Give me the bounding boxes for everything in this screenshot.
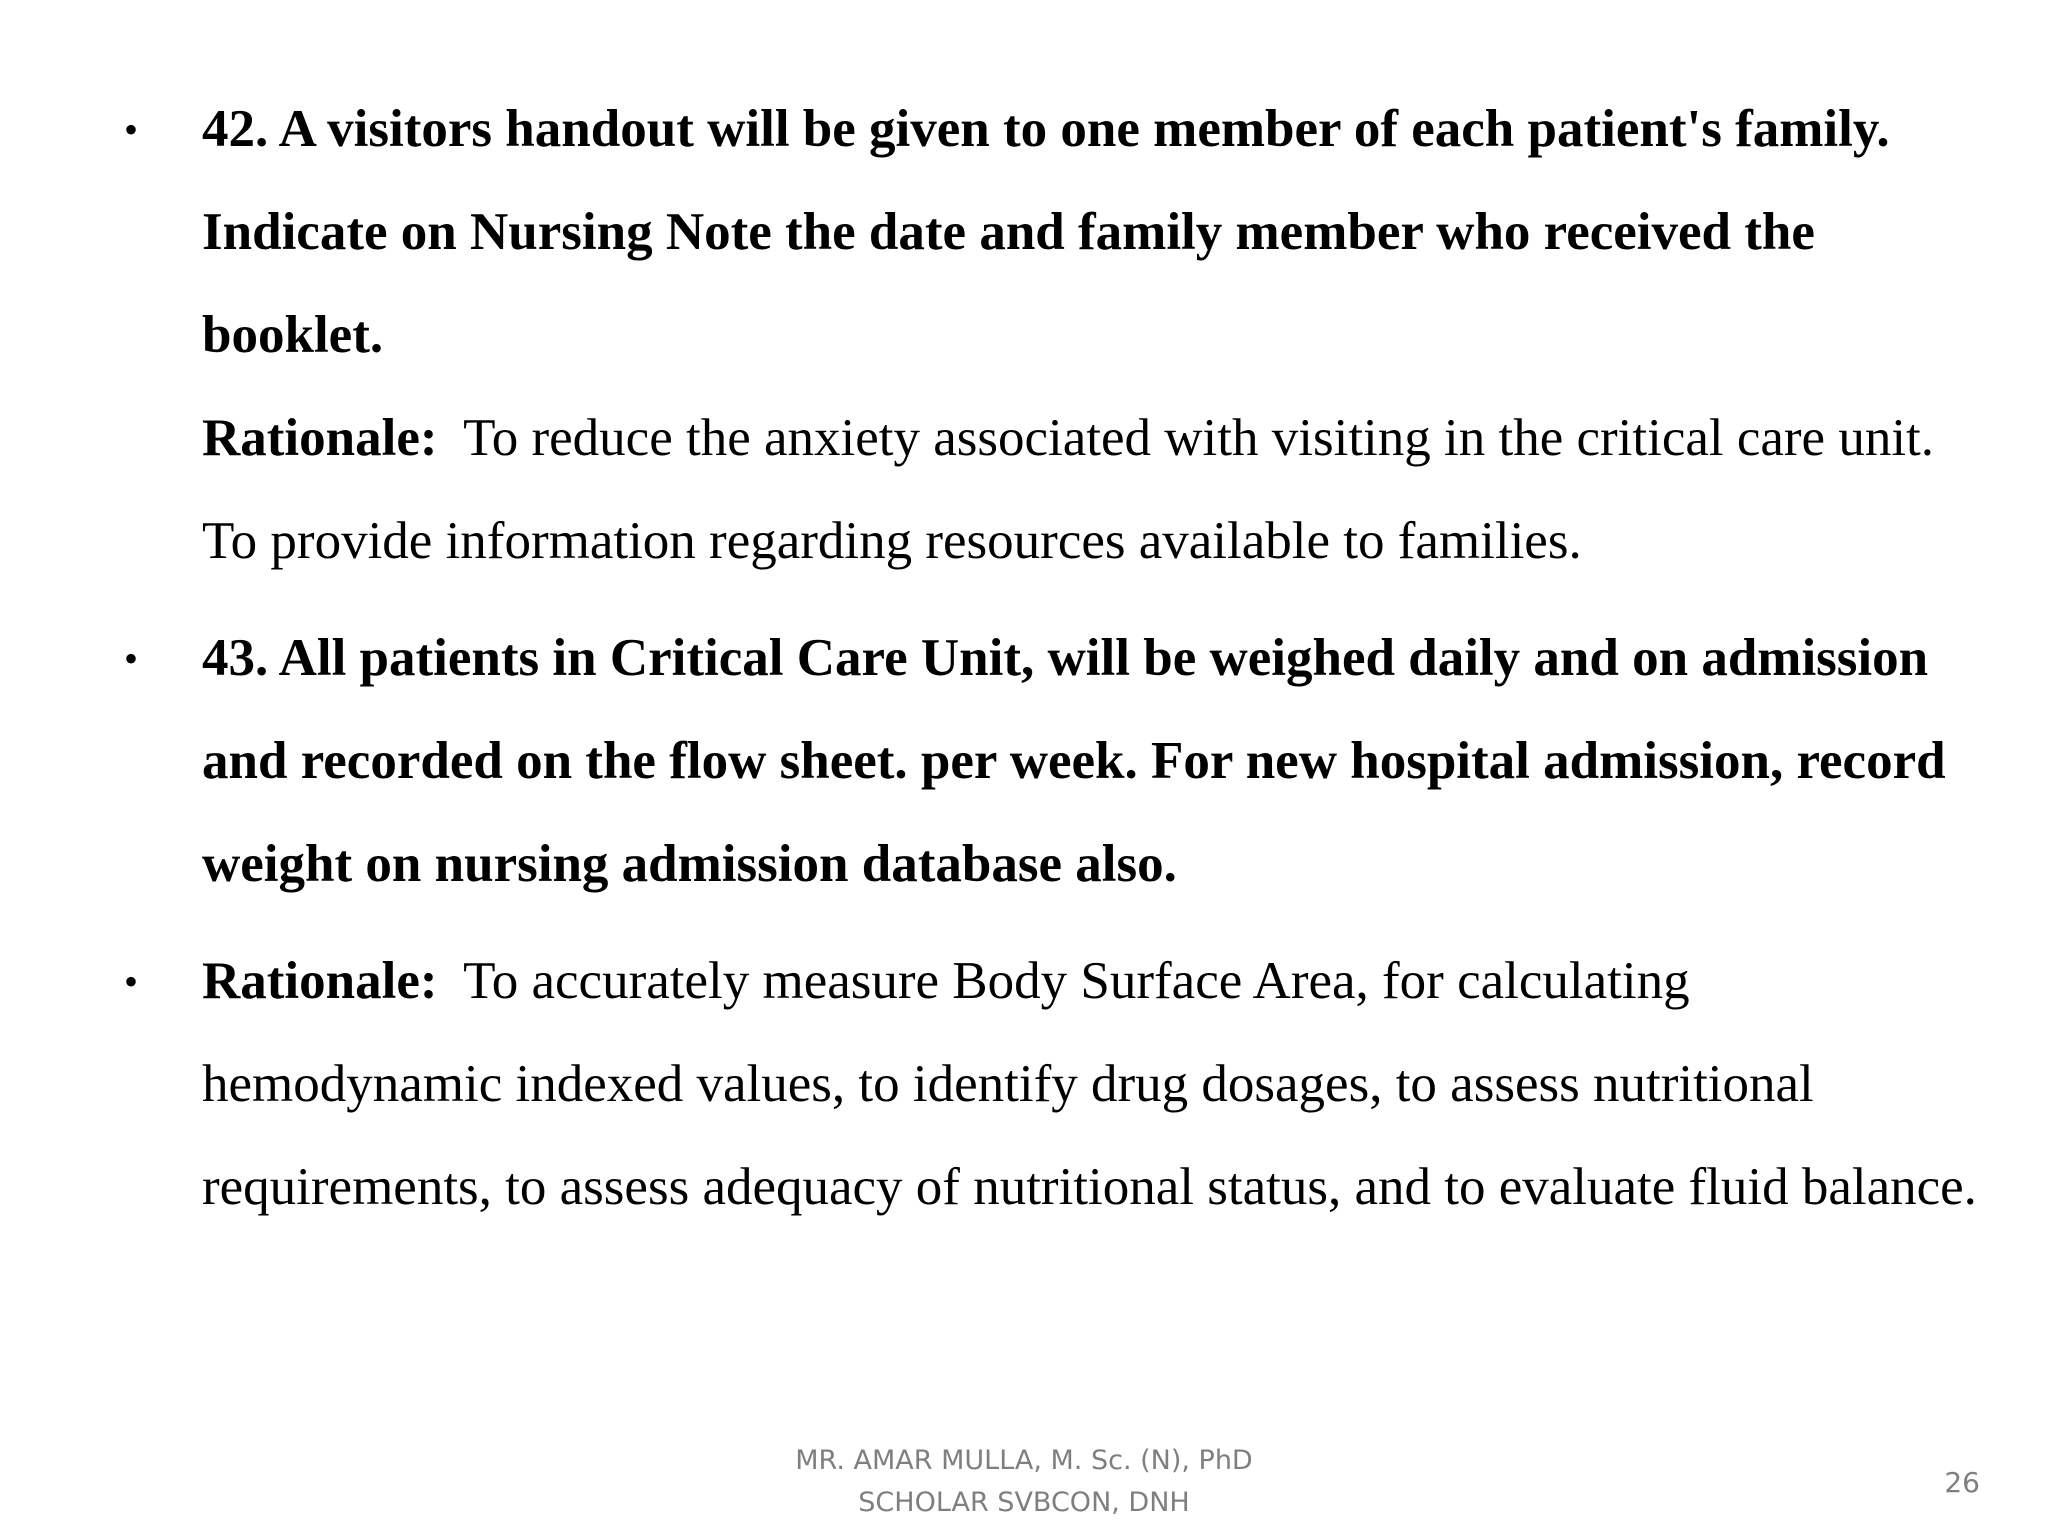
bullet-marker: •: [124, 636, 139, 681]
bullet-item-43-rationale: [110, 930, 1990, 1239]
rationale-label: Rationale:: [202, 952, 438, 1010]
slide-content: [110, 78, 1990, 1239]
bullet-item-42: [110, 78, 1990, 593]
rationale-text: To reduce the anxiety associated with visiting in the critical care unit. To provide information regarding resources available to families.: [202, 409, 1960, 570]
rationale-label: Rationale:: [202, 409, 438, 467]
bullet-marker: •: [124, 107, 139, 152]
bullet-marker: •: [124, 959, 139, 1004]
rationale-text: To accurately measure Body Surface Area, for calculating hemodynamic indexed values, to identify drug dosages, to assess nutritional requirements, to assess adequacy of nutritional status, and to evaluate fluid balance.: [202, 952, 1977, 1216]
footer-institution-line: SCHOLAR SVBCON, DNH: [858, 1487, 1190, 1518]
footer-author-line: MR. AMAR MULLA, M. Sc. (N), PhD: [795, 1445, 1253, 1476]
item-42-rationale: [202, 387, 1990, 593]
item-43-text: 43. All patients in Critical Care Unit, will be weighed daily and on admission and recorded on the flow sheet. per week. For new hospital admission, record weight on nursing admission database also.: [202, 629, 1946, 893]
item-42-text: 42. A visitors handout will be given to one member of each patient's family. Indicate on Nursing Note the date and family member who received the booklet.: [202, 100, 1890, 364]
item-43-rationale: [202, 930, 1990, 1239]
bullet-item-43: [110, 607, 1990, 916]
slide-footer: [0, 1440, 2048, 1524]
page-number: 26: [1944, 1466, 1980, 1499]
